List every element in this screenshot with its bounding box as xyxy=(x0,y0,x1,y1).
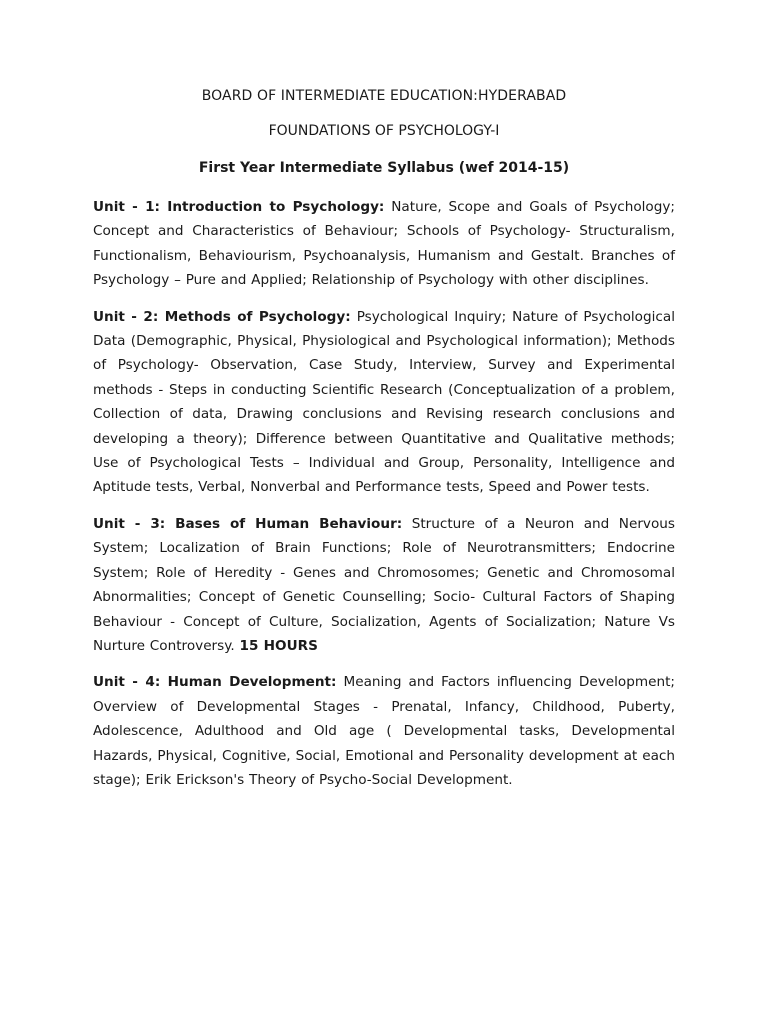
unit-3-paragraph xyxy=(93,512,675,658)
unit-4-body: Meaning and Factors influencing Development; Overview of Developmental Stages - Prenatal, Infancy, Childhood, Puberty, Adolescence, Adulthood and Old age ( Developmental tasks, Developmental Hazards, Physical, Cognitive, Social, Emotional and Personality development at each stage); Erik Erickson's Theory of Psycho-Social Development. xyxy=(93,674,675,788)
syllabus-page xyxy=(93,86,675,804)
unit-2-paragraph xyxy=(93,305,675,500)
unit-3-body: Structure of a Neuron and Nervous System; Localization of Brain Functions; Role of Neurotransmitters; Endocrine System; Role of Heredity - Genes and Chromosomes; Genetic and Chromosomal Abnormalities; Concept of Genetic Counselling; Socio- Cultural Factors of Shaping Behaviour - Concept of Culture, Socialization, Agents of Socialization; Nature Vs Nurture Controversy. xyxy=(93,515,675,654)
unit-4-paragraph xyxy=(93,670,675,792)
syllabus-title: First Year Intermediate Syllabus (wef 2014-15) xyxy=(198,160,570,176)
unit-2-heading: Unit - 2: Methods of Psychology: xyxy=(93,308,351,325)
unit-1-paragraph xyxy=(93,195,675,293)
unit-2-body: Psychological Inquiry; Nature of Psychological Data (Demographic, Physical, Physiological and Psychological information); Methods of Psychology- Observation, Case Study, Interview, Survey and Experimental methods - Steps in conducting Scientific Research (Conceptualization of a problem, Collection of data, Drawing conclusions and Revising research conclusions and developing a theory); Difference between Quantitative and Qualitative methods; Use of Psychological Tests – Individual and Group, Personality, Intelligence and Aptitude tests, Verbal, Nonverbal and Performance tests, Speed and Power tests. xyxy=(93,308,675,496)
unit-3-heading: Unit - 3: Bases of Human Behaviour: xyxy=(93,515,403,532)
board-title: BOARD OF INTERMEDIATE EDUCATION:HYDERABAD xyxy=(201,88,567,104)
subject-title: FOUNDATIONS OF PSYCHOLOGY-I xyxy=(268,123,500,139)
unit-4-heading: Unit - 4: Human Development: xyxy=(93,674,337,691)
unit-1-body: Nature, Scope and Goals of Psychology; Concept and Characteristics of Behaviour; Schools of Psychology- Structuralism, Functionalism, Behaviourism, Psychoanalysis, Humanism and Gestalt. Branches of Psychology – Pure and Applied; Relationship of Psychology with other disciplines. xyxy=(93,199,675,289)
unit-3-hours: 15 HOURS xyxy=(239,637,318,654)
unit-1-heading: Unit - 1: Introduction to Psychology: xyxy=(93,199,385,215)
